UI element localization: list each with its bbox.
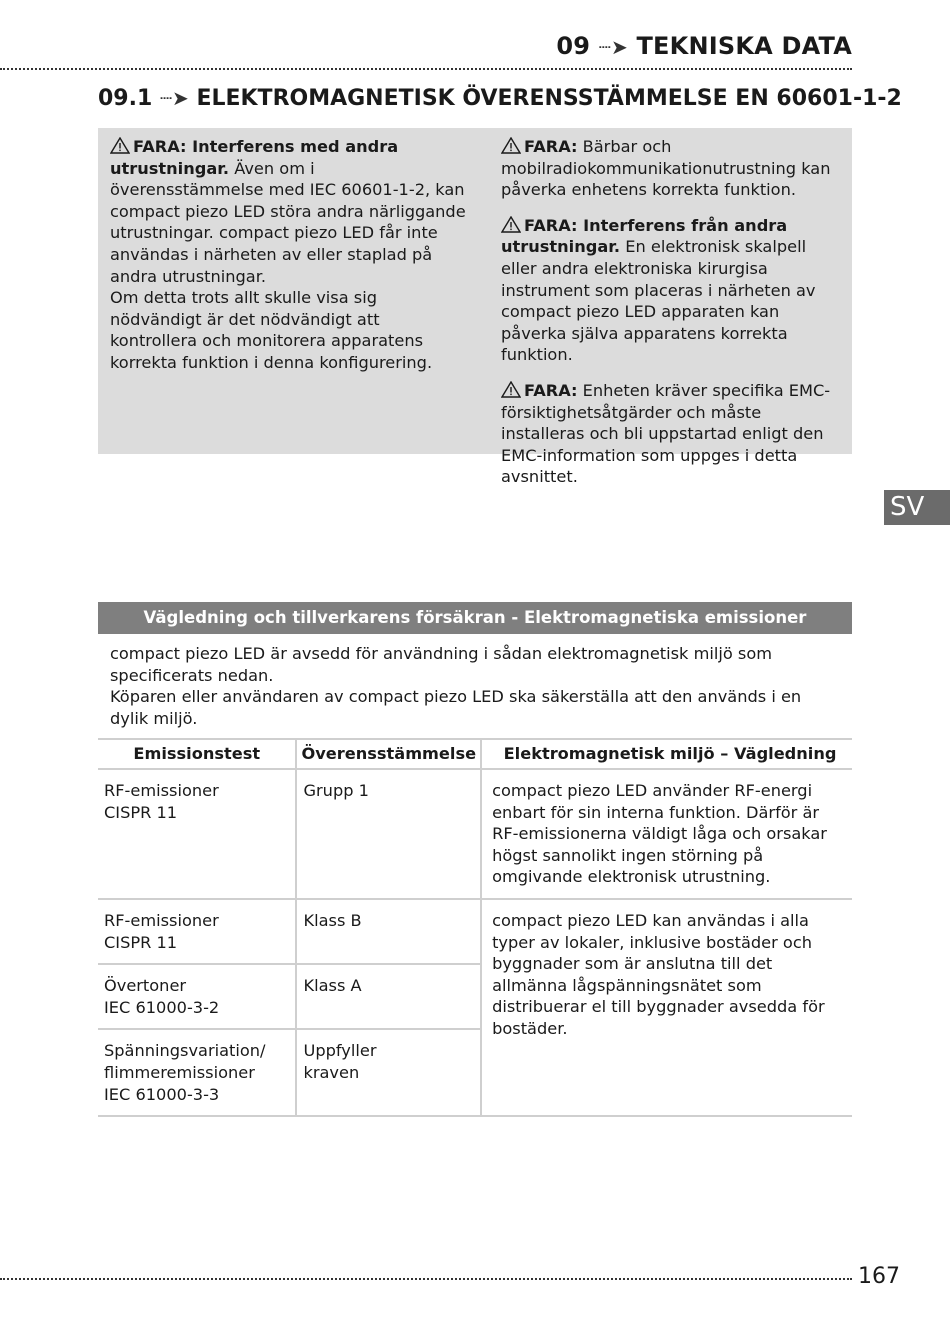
table-cell: RF-emissioner CISPR 11 [98,899,296,964]
warning-label: FARA: [524,137,578,156]
table-intro [110,643,840,729]
column-header: Elektromagnetisk miljö – Vägledning [481,739,852,769]
table-row [98,899,852,964]
warning-item [501,215,846,366]
table-cell: Grupp 1 [296,769,481,899]
warning-text: Även om i överensstämmelse med IEC 60601-1-2, kan compact piezo LED störa andra närliggande utrustningar. compact piezo LED får inte användas i närheten av eller staplad på andra utrustningar. [110,158,466,286]
warning-label: FARA: Interferens från andra utrustningar. [501,215,788,257]
warning-triangle-icon [501,137,521,154]
table-cell: compact piezo LED använder RF-energi enbart för sin interna funktion. Därför är RF-emissionerna väldigt låga och orsakar högst sannolikt ingen störning på omgivande elektronisk utrustning. [481,769,852,899]
emissions-table [98,738,852,1117]
warning-text: Bärbar och mobilradiokommunikationutrustning kan påverka enhetens korrekta funktion. [501,137,831,200]
warning-triangle-icon [501,381,521,398]
table-header-row [98,739,852,769]
footer-divider [0,1278,852,1280]
table-cell: Klass A [296,964,481,1029]
warning-triangle-icon [110,137,130,154]
language-tab: SV [884,490,950,525]
warning-text: Om detta trots allt skulle visa sig nödvändigt är det nödvändigt att kontrollera och monitorera apparatens korrekta funktion i denna konfigurering. [110,288,433,372]
header-divider [0,68,852,70]
warning-box [98,128,852,487]
table-cell: Uppfyller kraven [296,1029,481,1116]
table-row [98,769,852,899]
dotted-arrow-icon: ┈➤ [598,35,628,59]
table-cell: Spänningsvariation/ flimmeremissioner IEC 61000-3-3 [98,1029,296,1116]
section-title [98,86,902,111]
page-number: 167 [858,1264,900,1289]
warning-column-left [110,136,470,388]
column-header: Emissionstest [98,739,296,769]
intro-line: Köparen eller användaren av compact piezo LED ska säkerställa att den används i en dylik miljö. [110,687,802,728]
table-cell: Klass B [296,899,481,964]
table-cell: RF-emissioner CISPR 11 [98,769,296,899]
warning-column-right [501,136,846,502]
table-cell: compact piezo LED kan användas i alla typer av lokaler, inklusive bostäder och byggnader som är anslutna till det allmänna lågspänningsnätet som distribuerar el till byggnader avsedda för bostäder. [481,899,852,1116]
column-header: Överensstämmelse [296,739,481,769]
chapter-title-text: TEKNISKA DATA [636,32,852,60]
warning-triangle-icon [501,216,521,233]
section-title-text: ELEKTROMAGNETISK ÖVERENSSTÄMMELSE EN 60601-1-2 [196,86,902,111]
section-number: 09.1 [98,86,153,111]
warning-text: En elektronisk skalpell eller andra elektroniska kirurgisa instrument som placeras i närheten av compact piezo LED apparaten kan påverka själva apparatens korrekta funktion. [501,237,816,365]
warning-item [110,136,470,374]
warning-text: Enheten kräver specifika EMC-försiktighetsåtgärder och måste installeras och bli uppstartad enligt den EMC-information som uppges i detta avsnittet. [501,380,831,487]
warning-label: FARA: [524,380,578,400]
warning-label: FARA: Interferens med andra utrustningar. [110,137,399,178]
table-title: Vägledning och tillverkarens försäkran - Elektromagnetiska emissioner [98,602,852,634]
dotted-arrow-icon: ┈➤ [159,86,189,110]
warning-item [501,136,846,201]
chapter-number: 09 [556,32,591,60]
chapter-title [556,32,852,60]
intro-line: compact piezo LED är avsedd för användning i sådan elektromagnetisk miljö som specificerats nedan. [110,644,772,685]
table-cell: Övertoner IEC 61000-3-2 [98,964,296,1029]
warning-item [501,380,846,488]
